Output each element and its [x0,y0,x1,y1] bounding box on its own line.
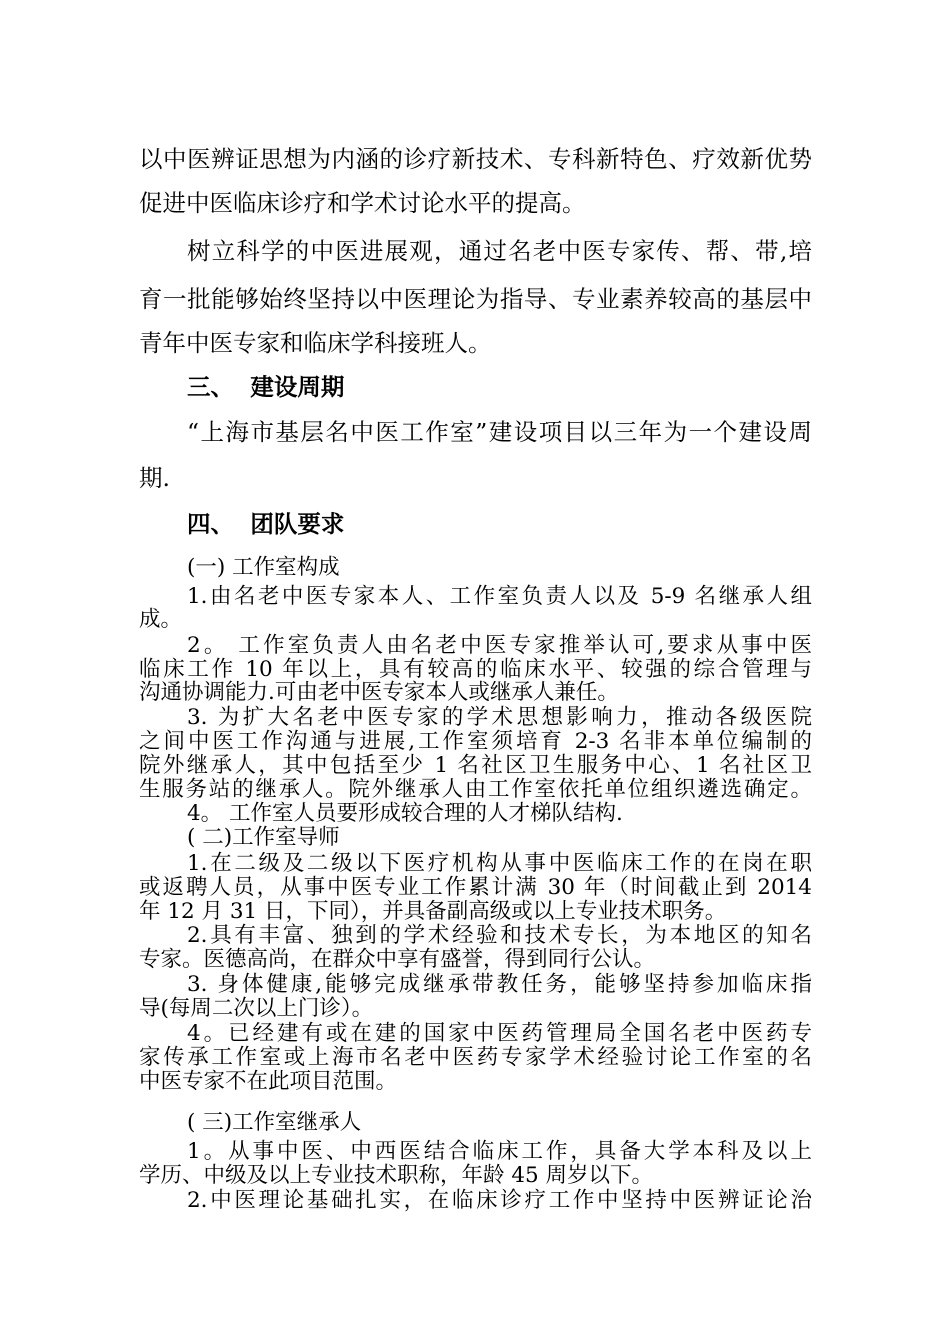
sub2-item1-line2: 或返聘人员，从事中医专业工作累计满 30 年（时间截止到 2014 [139,875,812,900]
goal-line-2: 育一批能够始终坚持以中医理论为指导、专业素养较高的基层中 [139,285,812,313]
intro-line-2: 促进中医临床诊疗和学术讨论水平的提高。 [139,189,586,217]
sub2-item4-line2: 家传承工作室或上海市名老中医药专家学术经验讨论工作室的名 [139,1045,812,1070]
sub2-item1-line1: 1.在二级及二级以下医疗机构从事中医临床工作的在岗在职 [187,851,812,876]
sub1-item2-line1: 2。 工作室负责人由名老中医专家推举认可,要求从事中医 [187,633,812,658]
sub2-item2-line2: 专家。医德高尚，在群众中享有盛誉，得到同行公认。 [139,947,656,972]
sub2-item4-line3: 中医专家不在此项目范围。 [139,1069,398,1094]
section-heading-3: 三、 建设周期 [187,373,345,401]
sub1-item3-line2: 之间中医工作沟通与进展,工作室须培育 2-3 名非本单位编制的 [139,729,812,754]
sub2-item2-line1: 2.具有丰富、独到的学术经验和技术专长，为本地区的知名 [187,923,812,948]
sub2-item1-line3: 年 12 月 31 日，下同），并具备副高级或以上专业技术职务。 [139,899,727,924]
sub1-item3-line1: 3. 为扩大名老中医专家的学术思想影响力，推动各级医院 [187,705,812,730]
goal-line-3: 青年中医专家和临床学科接班人。 [139,329,492,357]
sub1-item3-line4: 生服务站的继承人。院外继承人由工作室依托单位组织遴选确定。 [139,777,812,802]
sub3-item1-line1: 1。从事中医、中西医结合临床工作，具备大学本科及以上 [187,1139,812,1164]
goal-line-1: 树立科学的中医进展观，通过名老中医专家传、帮、带,培 [187,237,812,265]
sub1-item1-line2: 成。 [139,607,183,632]
sub2-item3-line2: 导(每周二次以上门诊）。 [139,996,374,1021]
section3-body-line-2: 期. [139,464,170,492]
sub1-item4-line1: 4。 工作室人员要形成较合理的人才梯队结构. [187,801,623,826]
subsection-title-1: (一) 工作室构成 [187,555,340,580]
sub2-item3-line1: 3. 身体健康,能够完成继承带教任务，能够坚持参加临床指 [187,972,812,997]
subsection-title-3: ( 三)工作室继承人 [187,1110,362,1135]
sub1-item2-line3: 沟通协调能力.可由老中医专家本人或继承人兼任。 [139,680,619,705]
subsection-title-2: ( 二)工作室导师 [187,825,340,850]
sub1-item3-line3: 院外继承人，其中包括至少 1 名社区卫生服务中心、1 名社区卫 [139,753,812,778]
sub1-item2-line2: 临床工作 10 年以上，具有较高的临床水平、较强的综合管理与 [139,657,812,682]
sub1-item1-line1: 1.由名老中医专家本人、工作室负责人以及 5-9 名继承人组 [187,584,812,609]
section3-body-line-1: “上海市基层名中医工作室”建设项目以三年为一个建设周 [187,418,812,446]
sub3-item1-line2: 学历、中级及以上专业技术职称，年龄 45 周岁以下。 [139,1163,654,1188]
sub2-item4-line1: 4。已经建有或在建的国家中医药管理局全国名老中医药专 [187,1021,812,1046]
sub3-item2-line1: 2.中医理论基础扎实，在临床诊疗工作中坚持中医辨证论治 [187,1188,812,1213]
intro-line-1: 以中医辨证思想为内涵的诊疗新技术、专科新特色、疗效新优势 [139,145,812,173]
section-heading-4: 四、 团队要求 [187,510,345,538]
